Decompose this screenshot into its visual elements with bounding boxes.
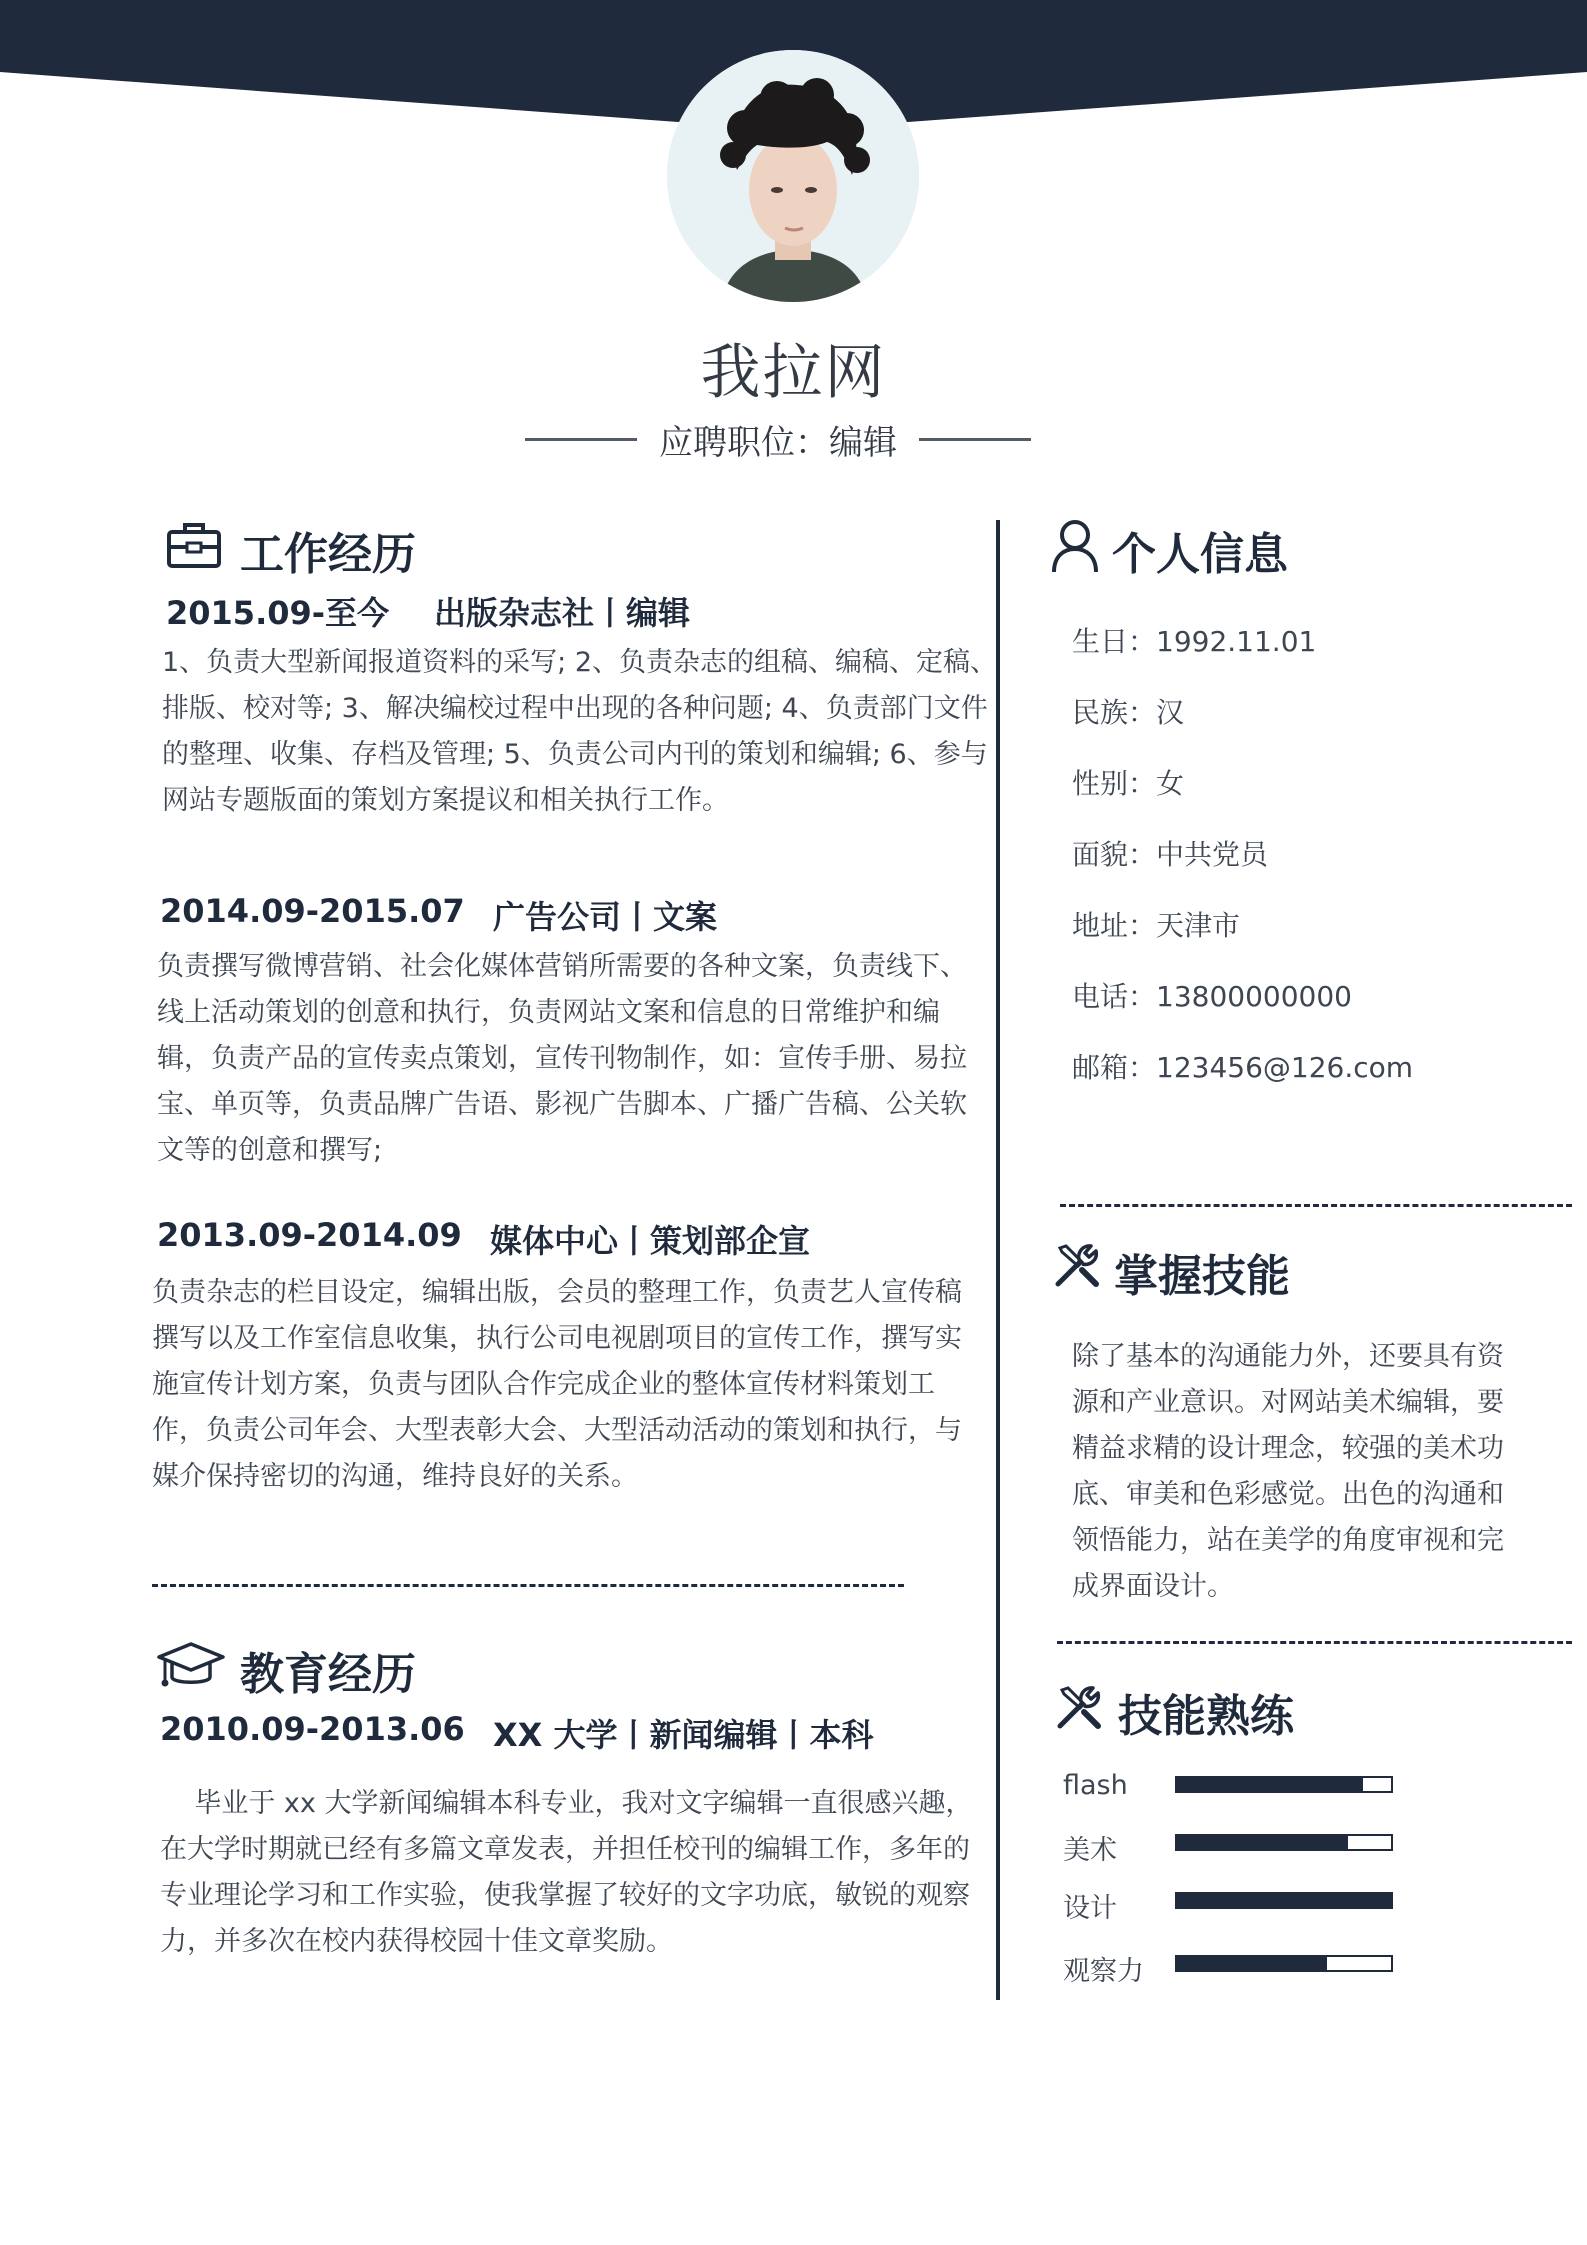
skill-bar-fill: [1177, 1778, 1363, 1791]
skill-label-observation: 观察力: [1063, 1956, 1144, 1987]
job-period: 2013.09-2014.09: [157, 1216, 462, 1254]
skill-bar-flash: [1175, 1776, 1393, 1793]
avatar: [667, 50, 919, 302]
education-school: XX 大学丨新闻编辑丨本科: [493, 1716, 874, 1754]
skill-bar-fill: [1177, 1836, 1348, 1849]
title-rule-right: [919, 438, 1031, 441]
job-description: 负责杂志的栏目设定，编辑出版，会员的整理工作，负责艺人宣传稿 撰写以及工作室信息收集，执行公司电视剧项目的宣传工作，撰写实 施宣传计划方案，负责与团队合作完成企业的整体宣传材料策划工 作，负责公司年会、大型表彰大会、大型活动活动的策划和执行，与 媒介保持密切的沟通，维持良好的关系。: [152, 1277, 962, 1492]
info-address: 地址：天津市: [1072, 909, 1241, 942]
proficiency-section-title: 技能熟练: [1118, 1691, 1294, 1742]
job-position: 应聘职位：编辑: [659, 422, 897, 463]
info-political-status: 面貌：中共党员: [1072, 838, 1269, 871]
skill-bar-design: [1175, 1892, 1393, 1909]
personal-section-title: 个人信息: [1112, 529, 1288, 580]
skill-label-art: 美术: [1063, 1835, 1117, 1866]
graduation-cap-icon: [156, 1640, 226, 1692]
job-entry-2-header: [160, 892, 718, 936]
work-section-title: 工作经历: [240, 529, 416, 580]
job-description: 负责撰写微博营销、社会化媒体营销所需要的各种文案，负责线下、 线上活动策划的创意和执行，负责网站文案和信息的日常维护和编 辑，负责产品的宣传卖点策划，宣传刊物制作，如：宣传手册、易拉 宝、单页等，负责品牌广告语、影视广告脚本、广播广告稿、公关软 文等的创意和撰写;: [157, 951, 967, 1166]
education-description: 毕业于 xx 大学新闻编辑本科专业，我对文字编辑一直很感兴趣， 在大学时期就已经有多篇文章发表，并担任校刊的编辑工作，多年的 专业理论学习和工作实验，使我掌握了较好的文字功底，敏锐的观察 力，并多次在校内获得校园十佳文章奖励。: [160, 1788, 973, 1957]
tools-icon: [1052, 1240, 1102, 1290]
education-section-title: 教育经历: [240, 1649, 416, 1700]
education-entry-header: [160, 1710, 874, 1754]
skill-bar-fill: [1177, 1957, 1327, 1970]
section-divider: [1060, 1204, 1572, 1207]
education-period: 2010.09-2013.06: [160, 1710, 465, 1748]
job-organization: 媒体中心丨策划部企宣: [490, 1222, 811, 1260]
skill-label-flash: flash: [1063, 1770, 1128, 1801]
info-ethnicity: 民族：汉: [1072, 696, 1185, 729]
job-entry-1-header: [166, 588, 691, 634]
candidate-name: 我拉网: [700, 338, 887, 408]
skill-bar-art: [1175, 1834, 1393, 1851]
skill-bar-observation: [1175, 1955, 1393, 1972]
info-email: 邮箱：123456@126.com: [1072, 1051, 1414, 1084]
briefcase-icon: [166, 520, 222, 570]
job-period: 2015.09-至今: [166, 594, 390, 632]
tools-icon: [1054, 1682, 1104, 1732]
job-organization: 出版杂志社丨编辑: [434, 594, 691, 632]
skill-label-design: 设计: [1063, 1893, 1117, 1924]
job-organization: 广告公司丨文案: [493, 898, 718, 936]
info-gender: 性别：女: [1072, 767, 1185, 800]
section-divider: [152, 1584, 904, 1587]
job-entry-3-header: [157, 1216, 811, 1260]
job-position-row: [515, 412, 1041, 466]
info-birthday: 生日：1992.11.01: [1072, 625, 1317, 658]
job-period: 2014.09-2015.07: [160, 892, 465, 930]
skills-description: 除了基本的沟通能力外，还要具有资 源和产业意识。对网站美术编辑，要 精益求精的设计理念，较强的美术功 底、审美和色彩感觉。出色的沟通和 领悟能力，站在美学的角度审视和完 成界面设计。: [1072, 1341, 1504, 1602]
title-rule-left: [525, 438, 637, 441]
job-description: 1、负责大型新闻报道资料的采写; 2、负责杂志的组稿、编稿、定稿、 排版、校对等; 3、解决编校过程中出现的各种问题; 4、负责部门文件 的整理、收集、存档及管理; 5、负责公司内刊的策划和编辑; 6、参与 网站专题版面的策划方案提议和相关执行工作。: [162, 647, 998, 816]
section-divider: [1057, 1641, 1572, 1644]
skills-section-title: 掌握技能: [1114, 1251, 1290, 1302]
person-icon: [1050, 518, 1100, 574]
skill-bar-fill: [1177, 1894, 1391, 1907]
info-phone: 电话：13800000000: [1072, 980, 1352, 1013]
